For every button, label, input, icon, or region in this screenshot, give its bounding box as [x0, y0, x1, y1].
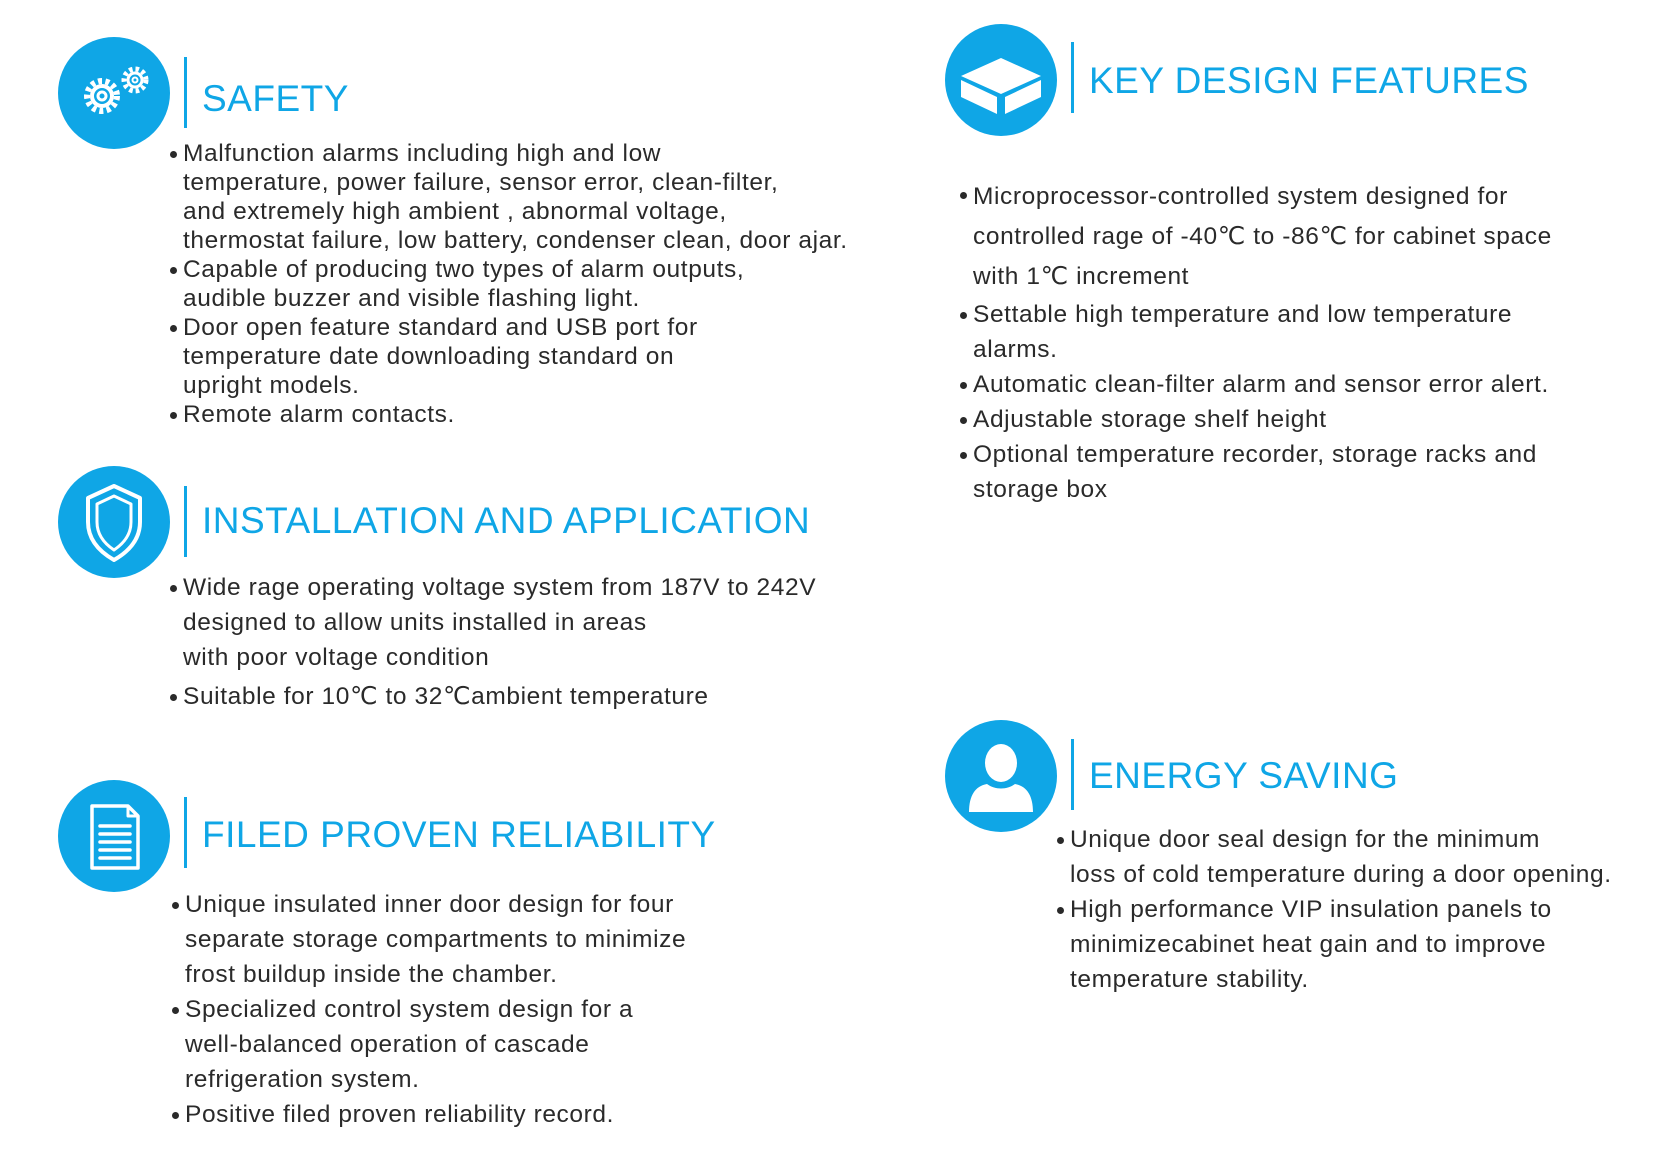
title-divider — [1071, 42, 1074, 113]
list-item: Adjustable storage shelf height — [960, 402, 1552, 437]
gears-icon — [58, 37, 170, 149]
list-item: Malfunction alarms including high and low temperature, power failure, sensor error, clean-filter, and extremely high ambient , abnormal voltage, thermostat failure, low battery, condenser clean, door ajar. — [170, 139, 848, 255]
list-item: Capable of producing two types of alarm outputs, audible buzzer and visible flashing light. — [170, 255, 848, 313]
installation-list — [170, 570, 816, 714]
list-item: Unique insulated inner door design for four separate storage compartments to minimize frost buildup inside the chamber. — [172, 887, 686, 992]
section-title-installation: INSTALLATION AND APPLICATION — [202, 500, 811, 541]
key-design-list — [960, 177, 1552, 507]
person-icon — [945, 720, 1057, 832]
section-title-energy: ENERGY SAVING — [1089, 755, 1399, 796]
list-item: Door open feature standard and USB port for temperature date downloading standard on upright models. — [170, 313, 848, 400]
title-divider — [1071, 739, 1074, 810]
energy-list — [1057, 822, 1612, 997]
list-item: Settable high temperature and low temperature alarms. — [960, 297, 1552, 367]
list-item: Specialized control system design for a well-balanced operation of cascade refrigeration system. — [172, 992, 686, 1097]
reliability-list — [172, 887, 686, 1132]
list-item: Automatic clean-filter alarm and sensor error alert. — [960, 367, 1552, 402]
section-title-reliability: FILED PROVEN RELIABILITY — [202, 814, 716, 855]
safety-list — [170, 139, 848, 429]
list-item: High performance VIP insulation panels to minimizecabinet heat gain and to improve temperature stability. — [1057, 892, 1612, 997]
shield-icon — [58, 466, 170, 578]
section-title-key-design: KEY DESIGN FEATURES — [1089, 60, 1529, 101]
list-item: Unique door seal design for the minimum loss of cold temperature during a door opening. — [1057, 822, 1612, 892]
list-item: Wide rage operating voltage system from 187V to 242V designed to allow units installed in areas with poor voltage condition — [170, 570, 816, 675]
list-item: Optional temperature recorder, storage racks and storage box — [960, 437, 1552, 507]
list-item: Microprocessor-controlled system designed for controlled rage of -40℃ to -86℃ for cabinet space with 1℃ increment — [960, 177, 1552, 297]
document-icon — [58, 780, 170, 892]
list-item: Positive filed proven reliability record. — [172, 1097, 686, 1132]
title-divider — [184, 797, 187, 868]
title-divider — [184, 57, 187, 128]
list-item: Suitable for 10℃ to 32℃ambient temperature — [170, 679, 816, 714]
box-icon — [945, 24, 1057, 136]
list-item: Remote alarm contacts. — [170, 400, 848, 429]
section-title-safety: SAFETY — [202, 78, 349, 119]
title-divider — [184, 486, 187, 557]
